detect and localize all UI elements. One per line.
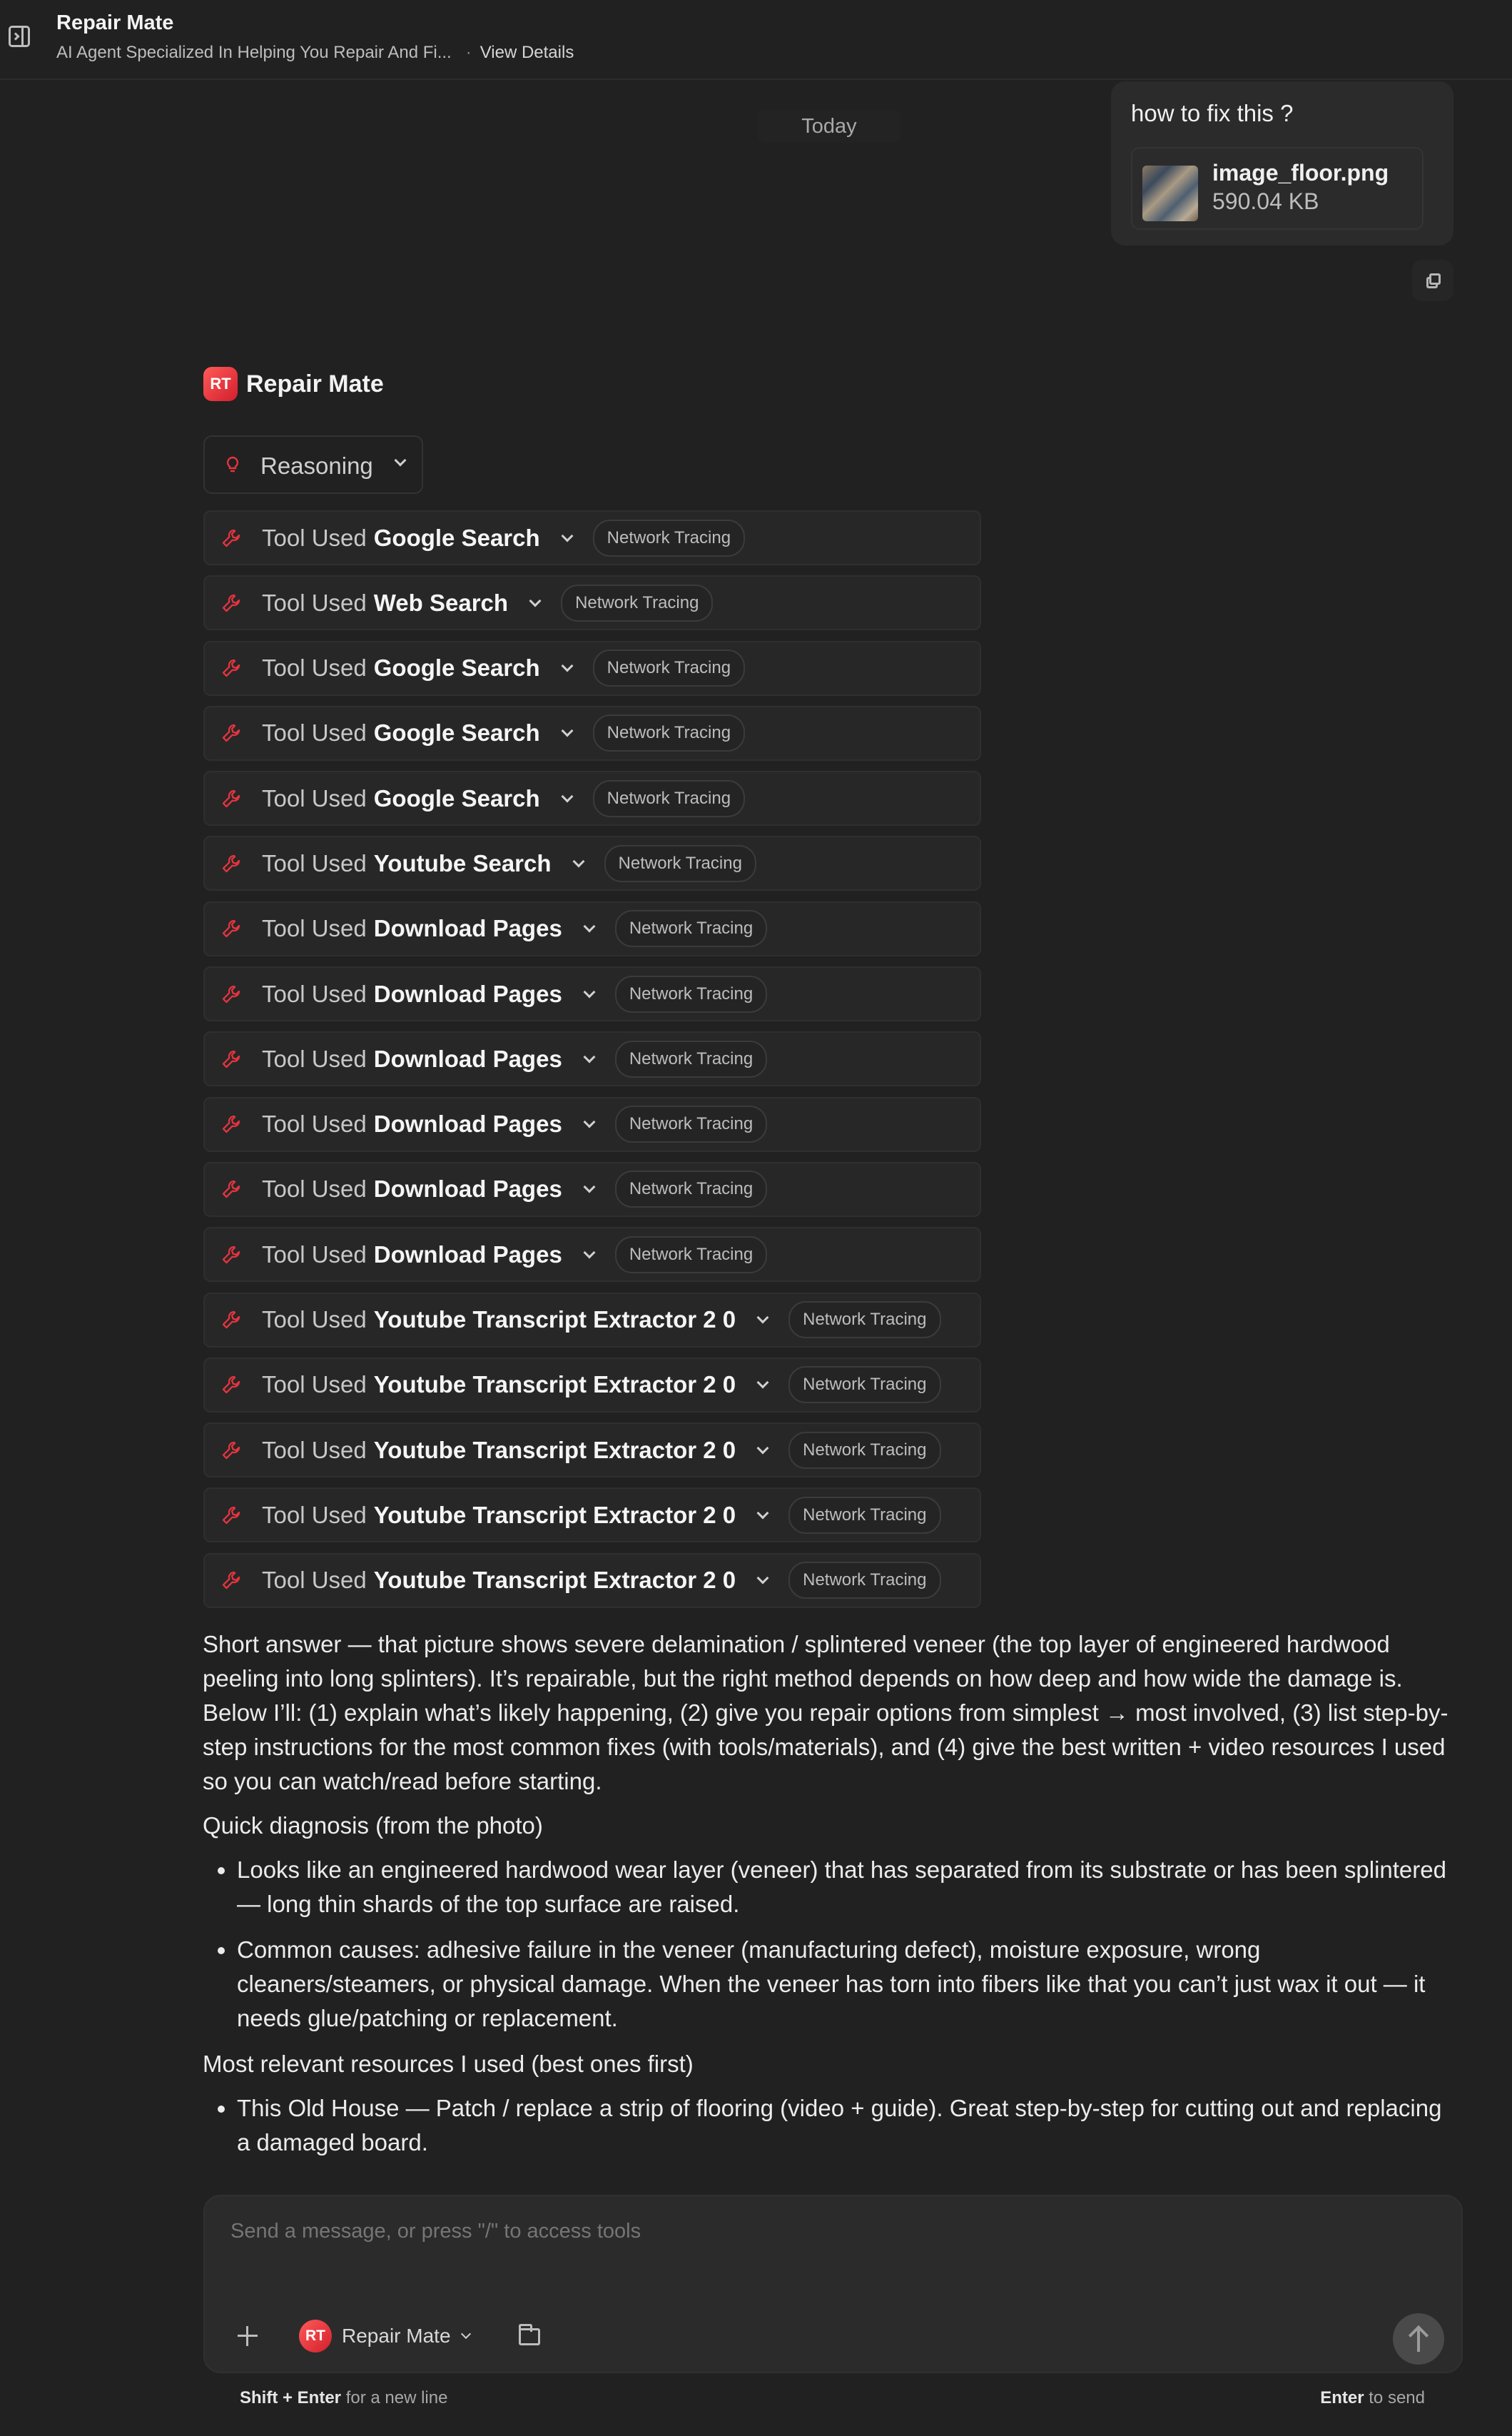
tool-prefix: Tool Used xyxy=(262,719,367,747)
newline-hint-text: for a new line xyxy=(341,2388,448,2407)
reasoning-label: Reasoning xyxy=(260,453,373,479)
list-item: • Looks like an engineered hardwood wear layer (veneer) that has separated from its substrate or has been splintered — long thin shards of the top surface are raised. xyxy=(237,1853,1458,1921)
tool-prefix: Tool Used xyxy=(262,980,367,1007)
tool-name: Download Pages xyxy=(373,1176,562,1203)
user-message-text: how to fix this ? xyxy=(1131,100,1294,126)
add-attachment-icon[interactable] xyxy=(238,2326,258,2346)
network-tracing-badge[interactable]: Network Tracing xyxy=(788,1497,940,1534)
diagnosis-list xyxy=(203,1853,1458,2036)
network-tracing-badge[interactable]: Network Tracing xyxy=(788,1366,940,1403)
tool-prefix: Tool Used xyxy=(262,1501,367,1528)
send-hint-text: to send xyxy=(1364,2388,1425,2407)
network-tracing-badge[interactable]: Network Tracing xyxy=(615,1041,767,1078)
folder-icon[interactable] xyxy=(519,2328,540,2345)
tool-prefix: Tool Used xyxy=(262,849,367,876)
agent-selector[interactable] xyxy=(299,2319,470,2353)
tool-name: Download Pages xyxy=(373,1045,562,1072)
tool-name: Download Pages xyxy=(373,1111,562,1138)
network-tracing-badge[interactable]: Network Tracing xyxy=(615,1106,767,1143)
separator-dot: · xyxy=(465,43,472,62)
tool-prefix: Tool Used xyxy=(262,1567,367,1594)
tool-prefix: Tool Used xyxy=(262,1111,367,1138)
tool-name: Youtube Transcript Extractor 2 0 xyxy=(373,1567,736,1594)
tool-name: Youtube Transcript Extractor 2 0 xyxy=(373,1371,736,1398)
resources-list xyxy=(203,2091,1458,2160)
tool-name: Google Search xyxy=(373,524,540,551)
attachment-name: image_floor.png xyxy=(1212,160,1389,186)
tool-prefix: Tool Used xyxy=(262,1045,367,1072)
network-tracing-badge[interactable]: Network Tracing xyxy=(593,520,745,557)
network-tracing-badge[interactable]: Network Tracing xyxy=(788,1562,940,1599)
tool-prefix: Tool Used xyxy=(262,1371,367,1398)
assistant-avatar: RT xyxy=(203,367,238,401)
tool-prefix: Tool Used xyxy=(262,1176,367,1203)
tool-name: Youtube Transcript Extractor 2 0 xyxy=(373,1306,736,1333)
list-item: • Common causes: adhesive failure in the veneer (manufacturing defect), moisture exposure, wrong cleaners/steamers, or physical damage. When the veneer has torn into fibers like that you can’t just wax it out — it needs glue/patching or replacement. xyxy=(237,1933,1458,2036)
tool-name: Google Search xyxy=(373,784,540,812)
network-tracing-badge[interactable]: Network Tracing xyxy=(788,1301,940,1338)
assistant-response xyxy=(203,1627,1458,2170)
network-tracing-badge[interactable]: Network Tracing xyxy=(593,714,745,752)
tool-prefix: Tool Used xyxy=(262,655,367,682)
network-tracing-badge[interactable]: Network Tracing xyxy=(615,1236,767,1273)
network-tracing-badge[interactable]: Network Tracing xyxy=(615,976,767,1013)
network-tracing-badge[interactable]: Network Tracing xyxy=(604,845,756,882)
send-button[interactable] xyxy=(1393,2313,1444,2365)
tool-name: Download Pages xyxy=(373,915,562,942)
send-hint-key: Enter xyxy=(1320,2388,1364,2407)
agent-selector-avatar: RT xyxy=(299,2320,332,2352)
message-composer xyxy=(203,2195,1463,2373)
response-intro: Short answer — that picture shows severe delamination / splintered veneer (the top layer of engineered hardwood peeling into long splinters). It’s repairable, but the right method depends on how deep and how wide the damage is. Below I’ll: (1) explain what’s likely happening, (2) give you repair options from simplest → most involved, (3) list step-by-step instructions for the most common fixes (with tools/materials), and (4) give the best written + video resources I used so you can watch/read before starting. xyxy=(203,1631,1448,1794)
network-tracing-badge[interactable]: Network Tracing xyxy=(561,585,713,622)
tool-prefix: Tool Used xyxy=(262,524,367,551)
network-tracing-badge[interactable]: Network Tracing xyxy=(593,650,745,687)
network-tracing-badge[interactable]: Network Tracing xyxy=(615,1171,767,1208)
date-divider: Today xyxy=(758,110,900,143)
tool-prefix: Tool Used xyxy=(262,915,367,942)
tool-name: Youtube Transcript Extractor 2 0 xyxy=(373,1436,736,1463)
agent-description: AI Agent Specialized In Helping You Repair And Fi... xyxy=(56,43,452,62)
newline-hint-key: Shift + Enter xyxy=(240,2388,342,2407)
tool-prefix: Tool Used xyxy=(262,1306,367,1333)
view-details-link[interactable]: View Details xyxy=(480,43,574,62)
attachment-size: 590.04 KB xyxy=(1212,188,1319,214)
network-tracing-badge[interactable]: Network Tracing xyxy=(788,1432,940,1469)
tool-name: Download Pages xyxy=(373,980,562,1007)
assistant-name: Repair Mate xyxy=(246,370,384,398)
send-hint xyxy=(1320,2388,1425,2408)
resources-heading: Most relevant resources I used (best ones first) xyxy=(203,2051,694,2077)
tool-name: Download Pages xyxy=(373,1240,562,1268)
agent-title: Repair Mate xyxy=(56,11,174,34)
tool-prefix: Tool Used xyxy=(262,1240,367,1268)
diagnosis-heading: Quick diagnosis (from the photo) xyxy=(203,1812,543,1839)
tool-name: Google Search xyxy=(373,719,540,747)
tool-prefix: Tool Used xyxy=(262,784,367,812)
newline-hint xyxy=(240,2388,447,2408)
network-tracing-badge[interactable]: Network Tracing xyxy=(615,910,767,947)
tool-prefix: Tool Used xyxy=(262,1436,367,1463)
tool-name: Youtube Search xyxy=(373,849,552,876)
tool-name: Web Search xyxy=(373,589,509,616)
network-tracing-badge[interactable]: Network Tracing xyxy=(593,780,745,817)
chevron-down-icon xyxy=(460,2329,470,2339)
tool-prefix: Tool Used xyxy=(262,589,367,616)
message-input[interactable] xyxy=(229,2219,1374,2244)
tool-name: Google Search xyxy=(373,655,540,682)
list-item: • This Old House — Patch / replace a strip of flooring (video + guide). Great step-by-step for cutting out and replacing a damaged board. xyxy=(237,2091,1458,2160)
agent-selector-name: Repair Mate xyxy=(342,2325,451,2347)
tool-name: Youtube Transcript Extractor 2 0 xyxy=(373,1501,736,1528)
